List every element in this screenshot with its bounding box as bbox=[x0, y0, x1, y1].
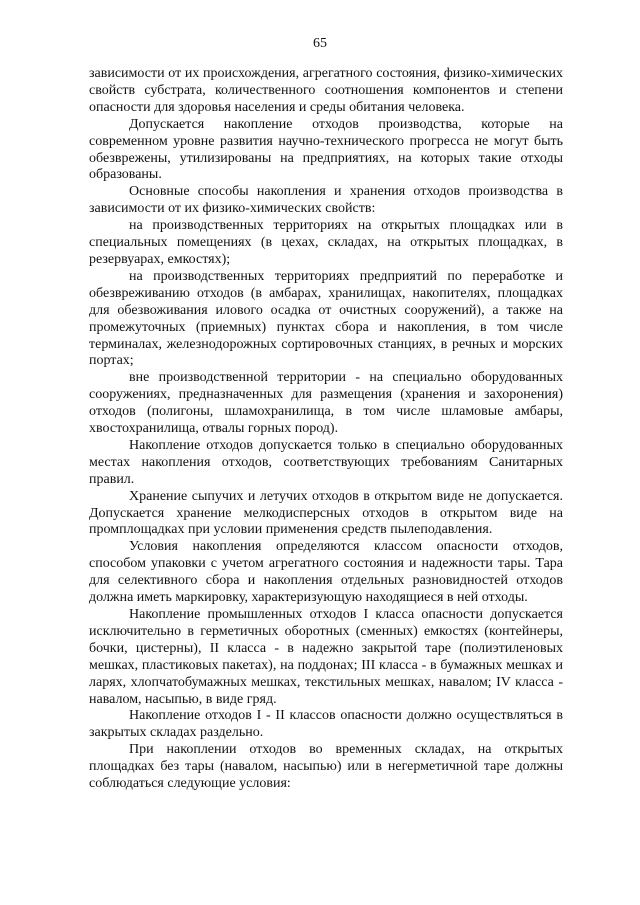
paragraph: Основные способы накопления и хранения отходов производства в зависимости от их физико-химических свойств: bbox=[89, 184, 563, 217]
list-item: вне производственной территории - на специально оборудованных сооружениях, предназначенных для размещения (хранения и захоронения) отходов (полигоны, шламохранилища, в том числе шламовые амбары, хвостохранилища, отвалы горных пород). bbox=[89, 370, 563, 437]
paragraph: Хранение сыпучих и летучих отходов в открытом виде не допускается. Допускается хранение мелкодисперсных отходов в открытом виде на промплощадках при условии применения средств пылеподавления. bbox=[89, 488, 563, 538]
page-number: 65 bbox=[313, 36, 327, 51]
paragraph: При накоплении отходов во временных складах, на открытых площадках без тары (навалом, насыпью) или в негерметичной таре должны соблюдаться следующие условия: bbox=[89, 742, 563, 792]
paragraph: Накопление промышленных отходов I класса опасности допускается исключительно в герметичных оборотных (сменных) емкостях (контейнеры, бочки, цистерны), II класса - в надежно закрытой таре (полиэтиленовых мешках, пластиковых пакетах), на поддонах; III класса - в бумажных мешках и ларях, хлопчатобумажных мешках, текстильных мешках, навалом; IV класса - навалом, насыпью, в виде гряд. bbox=[89, 607, 563, 707]
list-item: на производственных территориях на открытых площадках или в специальных помещениях (в цехах, складах, на открытых площадках, в резервуарах, емкостях); bbox=[89, 218, 563, 267]
body-text bbox=[89, 66, 563, 793]
paragraph: Накопление отходов I - II классов опасности должно осуществляться в закрытых складах раздельно. bbox=[89, 708, 563, 741]
paragraph: зависимости от их происхождения, агрегатного состояния, физико-химических свойств субстрата, количественного соотношения компонентов и степени опасности для здоровья населения и среды обитания человека. bbox=[89, 66, 563, 115]
list-item: на производственных территориях предприятий по переработке и обезвреживанию отходов (в амбарах, хранилищах, накопителях, площадках для обезвоживания илового осадка от очистных сооружений), а также на промежуточных (приемных) пунктах сбора и накопления, в том числе терминалах, железнодорожных сортировочных станциях, в речных и морских портах; bbox=[89, 268, 563, 369]
paragraph: Допускается накопление отходов производства, которые на современном уровне развития научно-технического прогресса не могут быть обезврежены, утилизированы на предприятиях, на которых такие отходы образованы. bbox=[89, 116, 563, 183]
paragraph: Условия накопления определяются классом опасности отходов, способом упаковки с учетом агрегатного состояния и надежности тары. Тара для селективного сбора и накопления отдельных разновидностей отходов должна иметь маркировку, характеризующую находящиеся в ней отходы. bbox=[89, 539, 563, 606]
paragraph: Накопление отходов допускается только в специально оборудованных местах накопления отходов, соответствующих требованиям Санитарных правил. bbox=[89, 437, 563, 487]
